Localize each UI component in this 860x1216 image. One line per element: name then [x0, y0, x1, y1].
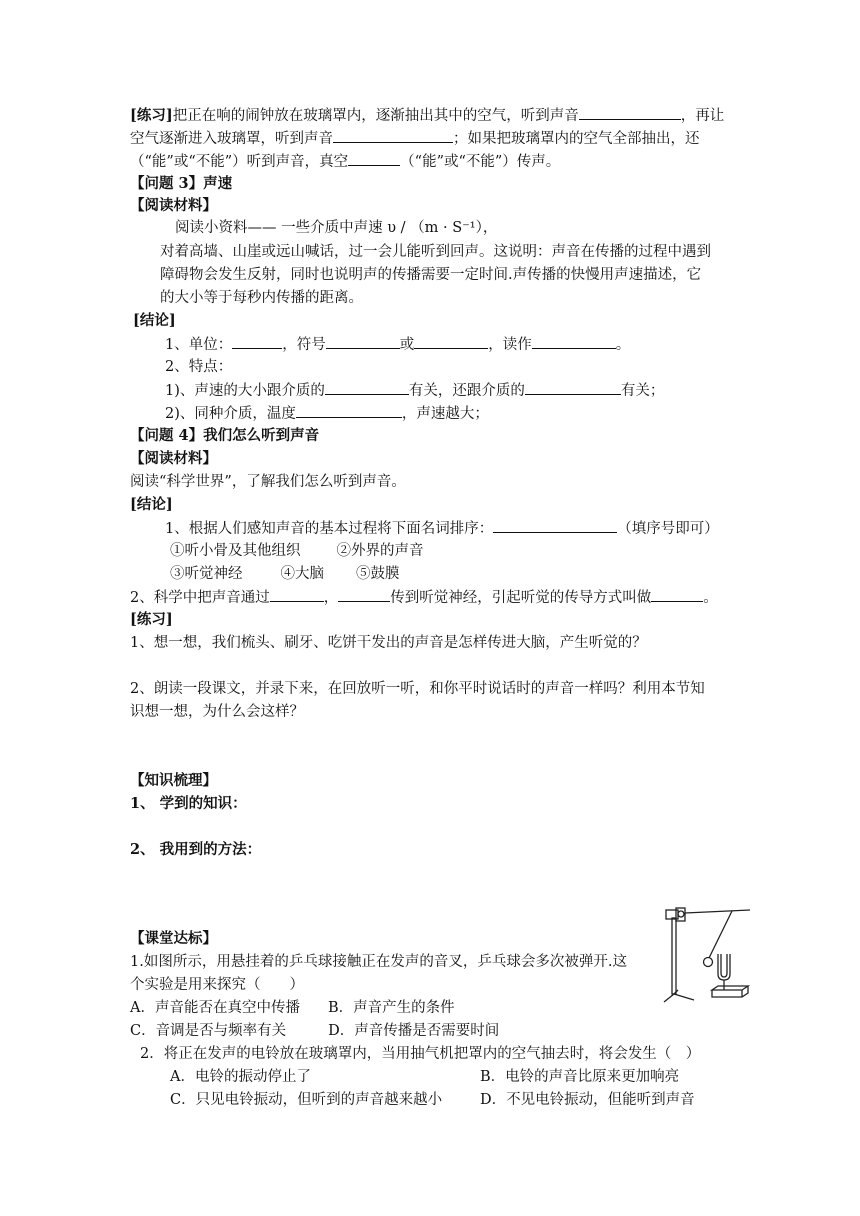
q4-reading-text: 阅读“科学世界”，了解我们怎么听到声音。 [130, 474, 406, 490]
pendulum-string [709, 911, 732, 958]
option-4: ④大脑 [280, 566, 324, 582]
q3-paragraph-line3: 的大小等于每秒内传播的距离。 [160, 290, 363, 306]
blank[interactable] [651, 586, 703, 602]
blank[interactable] [525, 379, 621, 395]
classroom-title: 【课堂达标】 [130, 930, 217, 947]
q4-options-row1 [170, 540, 424, 562]
classroom-q1-line2: 个实验是用来探究（ ） [130, 977, 304, 993]
blank[interactable] [348, 150, 400, 166]
q4-conclusion-1: 1、根据人们感知声音的基本过程将下面名词排序： （填序号即可） [165, 517, 719, 540]
blank[interactable] [532, 333, 616, 349]
q3-conclusion-4: 2)、同种介质，温度 ，声速越大； [165, 402, 489, 425]
q4-options-row2 [170, 563, 400, 585]
practice1-label: [练习] [130, 107, 173, 124]
tuning-fork-figure [660, 898, 755, 1008]
q4-practice-2-line2: 识想一想，为什么会这样？ [130, 704, 304, 720]
blank[interactable] [333, 127, 453, 143]
summary-item-2: 2、 我用到的方法： [130, 841, 262, 858]
q3-conclusion-2: 2、特点： [165, 359, 233, 375]
q4-reading-heading: 【阅读材料】 [130, 450, 217, 467]
blank[interactable] [270, 586, 324, 602]
practice1-line2: 空气逐渐进入玻璃罩，听到声音 ；如果把玻璃罩内的空气全部抽出，还 [130, 127, 700, 150]
classroom-q1-line1: 1.如图所示，用悬挂着的乒乓球接触正在发声的音叉，乒乓球会多次被弹开.这 [130, 954, 627, 970]
stand-base [664, 990, 694, 1002]
blank[interactable] [296, 402, 402, 418]
q4-title: 【问题 4】我们怎么听到声音 [130, 427, 320, 444]
blank[interactable] [579, 104, 681, 120]
q1-option-c: C．音调是否与频率有关 [130, 1023, 287, 1039]
stand-arm [685, 910, 750, 913]
summary-title: 【知识梳理】 [130, 772, 217, 789]
blank[interactable] [326, 333, 400, 349]
q3-reading-heading: 【阅读材料】 [130, 197, 217, 214]
q3-conclusion-heading: [结论] [133, 312, 176, 329]
q4-conclusion-2: 2、科学中把声音通过 ， 传到听觉神经，引起听觉的传导方式叫做 。 [130, 586, 718, 609]
q3-paragraph-line1: 对着高墙、山崖或远山喊话，过一会儿能听到回声。这说明：声音在传播的过程中遇到 [160, 244, 711, 260]
q3-info: 阅读小资料—— 一些介质中声速 υ / （m · S⁻¹）， [175, 220, 498, 236]
blank[interactable] [338, 586, 390, 602]
q1-option-a: A．声音能否在真空中传播 [130, 1000, 300, 1016]
option-3: ③听觉神经 [170, 566, 243, 582]
summary-item-1: 1、 学到的知识： [130, 795, 247, 812]
blank[interactable] [232, 333, 282, 349]
q3-conclusion-1: 1、单位： ，符号 或 ，读作 。 [165, 333, 630, 356]
classroom-q2: 2．将正在发声的电铃放在玻璃罩内，当用抽气机把罩内的空气抽去时，将会发生（ ） [140, 1046, 701, 1062]
tuning-fork [718, 954, 730, 980]
ping-pong-ball [704, 958, 713, 967]
blank[interactable] [493, 517, 617, 533]
q4-practice-1: 1、想一想，我们梳头、刷牙、吃饼干发出的声音是怎样传进大脑，产生听觉的？ [130, 635, 647, 651]
classroom-q1-options-cd [130, 1020, 499, 1042]
option-5: ⑤鼓膜 [356, 566, 400, 582]
q2-option-b: B．电铃的声音比原来更加响亮 [480, 1069, 680, 1085]
practice1-line3: （“能”或“不能”）听到声音，真空 （“能”或“不能”）传声。 [130, 150, 560, 173]
q2-option-d: D．不见电铃振动，但能听到声音 [480, 1092, 695, 1108]
classroom-q1-options-ab [130, 997, 455, 1019]
blank[interactable] [414, 333, 488, 349]
q1-option-b: B．声音产生的条件 [327, 1000, 455, 1016]
q3-paragraph-line2: 障碍物会发生反射，同时也说明声的传播需要一定时间.声传播的快慢用声速描述，它 [160, 267, 702, 283]
practice1-line1: [练习]把正在响的闹钟放在玻璃罩内，逐渐抽出其中的空气，听到声音 ，再让 [130, 104, 724, 127]
fork-base [712, 986, 748, 990]
blank[interactable] [325, 379, 409, 395]
q3-title: 【问题 3】声速 [130, 175, 233, 192]
option-1: ①听小骨及其他组织 [170, 543, 301, 559]
stand-rod [672, 918, 676, 994]
q4-practice-heading: [练习] [130, 611, 173, 628]
q1-option-d: D．声音传播是否需要时间 [328, 1023, 500, 1039]
q2-option-a: A．电铃的振动停止了 [170, 1069, 311, 1085]
q2-option-c: C．只见电铃振动，但听到的声音越来越小 [170, 1092, 443, 1108]
option-2: ②外界的声音 [336, 543, 424, 559]
q3-conclusion-3: 1)、声速的大小跟介质的 有关，还跟介质的 有关； [165, 379, 664, 402]
q4-practice-2-line1: 2、朗读一段课文，并录下来，在回放听一听，和你平时说话时的声音一样吗？利用本节知 [130, 681, 705, 697]
speed-unit: υ / （m · S⁻¹）， [387, 220, 498, 236]
q4-conclusion-heading: [结论] [130, 496, 173, 513]
